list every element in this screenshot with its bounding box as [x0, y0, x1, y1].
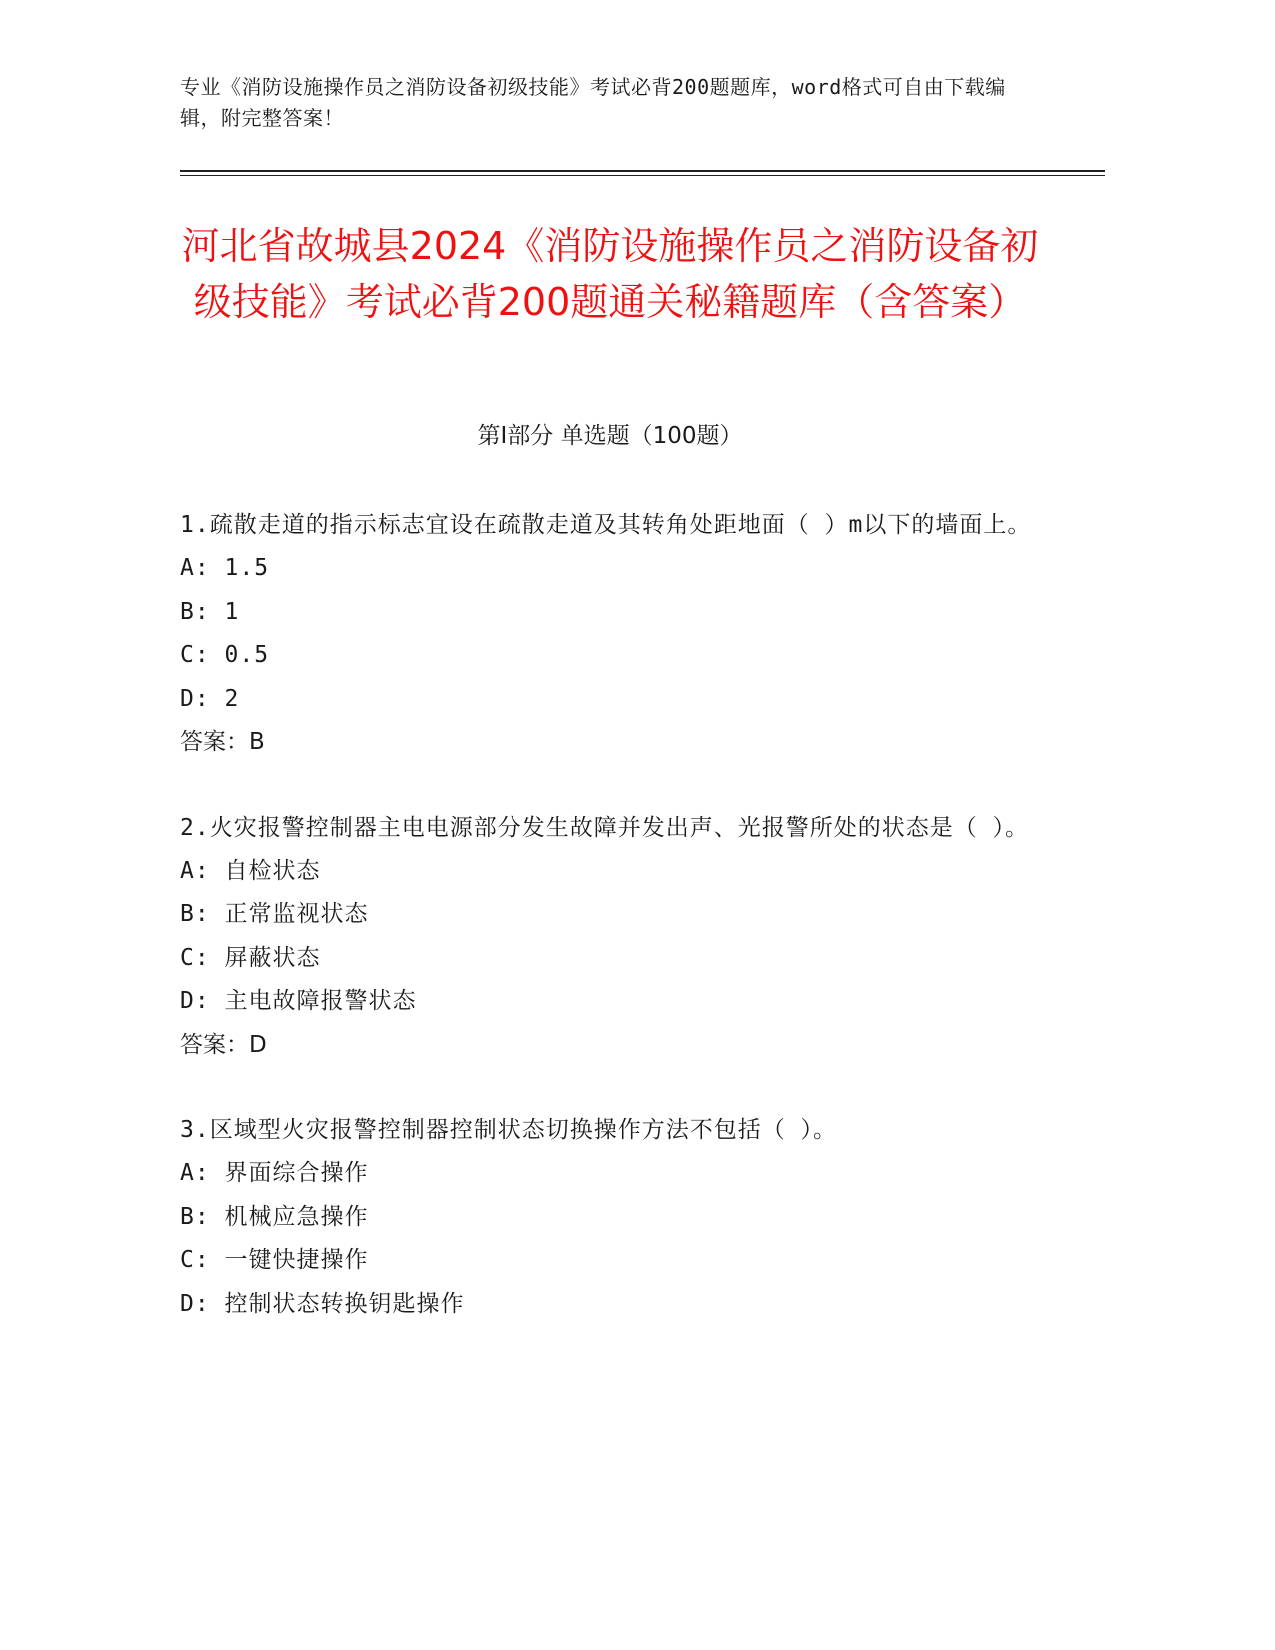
- question-1: [180, 504, 1040, 765]
- question-3: [180, 1109, 1040, 1326]
- option-c: C: 屏蔽状态: [180, 944, 321, 971]
- option-b: B: 1: [180, 598, 240, 625]
- question-stem: 1.疏散走道的指示标志宜设在疏散走道及其转角处距地面（ ）m以下的墙面上。: [180, 512, 1032, 538]
- header-divider-thick: [180, 170, 1105, 172]
- question-2: [180, 807, 1040, 1068]
- option-b: B: 正常监视状态: [180, 901, 369, 927]
- question-list: [180, 504, 1040, 1368]
- answer-line: 答案：D: [180, 1031, 267, 1058]
- question-stem: 3.区域型火灾报警控制器控制状态切换操作方法不包括（ ）。: [180, 1117, 838, 1143]
- question-stem: 2.火灾报警控制器主电电源部分发生故障并发出声、光报警所处的状态是（ ）。: [180, 814, 1030, 841]
- option-d: D: 主电故障报警状态: [180, 988, 417, 1014]
- option-d: D: 控制状态转换钥匙操作: [180, 1290, 465, 1317]
- option-c: C: 一键快捷操作: [180, 1247, 369, 1273]
- answer-line: 答案：B: [180, 729, 265, 755]
- document-title: 河北省故城县2024《消防设施操作员之消防设备初级技能》考试必背200题通关秘籍题库（含答案）: [181, 224, 1039, 324]
- header-note: 专业《消防设施操作员之消防设备初级技能》考试必背200题题库，word格式可自由下载编辑，附完整答案！: [180, 75, 1006, 130]
- option-a: A: 1.5: [180, 555, 270, 581]
- option-c: C: 0.5: [180, 642, 270, 668]
- header-divider-thin: [180, 175, 1105, 176]
- option-d: D: 2: [180, 685, 240, 712]
- section-heading: 第Ⅰ部分 单选题（100题）: [477, 423, 743, 449]
- option-a: A: 界面综合操作: [180, 1160, 369, 1186]
- option-a: A: 自检状态: [180, 857, 321, 884]
- option-b: B: 机械应急操作: [180, 1203, 369, 1230]
